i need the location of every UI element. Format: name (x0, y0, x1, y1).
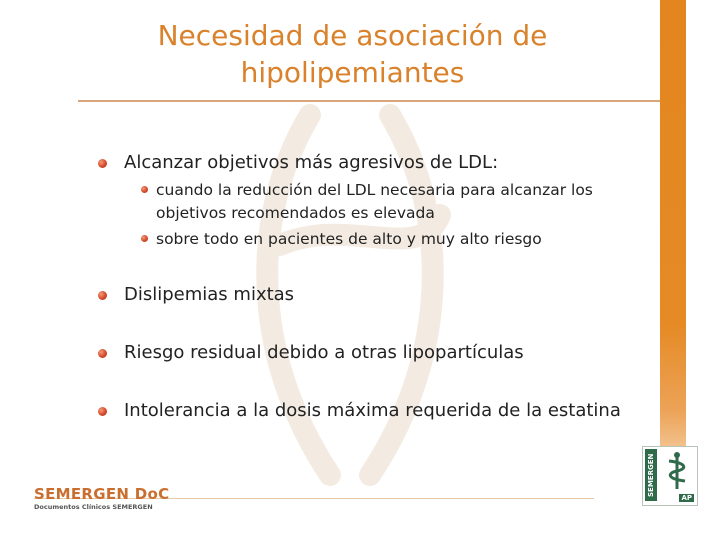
slide-title-line-1: Necesidad de asociación de (157, 19, 548, 52)
bullet-icon (98, 291, 107, 300)
bullet-text-2: Dislipemias mixtas (124, 284, 295, 305)
slide-title-line-2: hipolipemiantes (240, 56, 465, 89)
sub-bullet-text-1-line-1: cuando la reducción del LDL necesaria para alcanzar los (156, 181, 593, 199)
bullet-icon (98, 159, 107, 168)
bullet-text-1: Alcanzar objetivos más agresivos de LDL: (124, 152, 499, 173)
title-divider (78, 100, 660, 102)
caduceus-icon (661, 451, 693, 491)
slide-title (60, 17, 645, 91)
sub-bullet-text-2: sobre todo en pacientes de alto y muy alto riesgo (156, 230, 542, 248)
sub-bullet-text-1-line-2: objetivos recomendados es elevada (156, 204, 435, 222)
footer-logo (34, 485, 169, 512)
sub-bullet-icon (141, 235, 148, 242)
bullet-icon (98, 407, 107, 416)
bullet-icon (98, 349, 107, 358)
corner-logo-text: SEMERGEN (645, 449, 657, 501)
corner-logo-badge: AP (681, 494, 692, 502)
sub-bullet-icon (141, 186, 148, 193)
semergen-ap-logo (642, 446, 698, 506)
footer-subtitle: Documentos Clínicos SEMERGEN (34, 503, 153, 511)
bullet-text-4: Intolerancia a la dosis máxima requerida de la estatina (124, 400, 621, 421)
footer-brand: SEMERGEN DoC (34, 485, 170, 503)
bullet-text-3: Riesgo residual debido a otras lipopartículas (124, 342, 524, 363)
